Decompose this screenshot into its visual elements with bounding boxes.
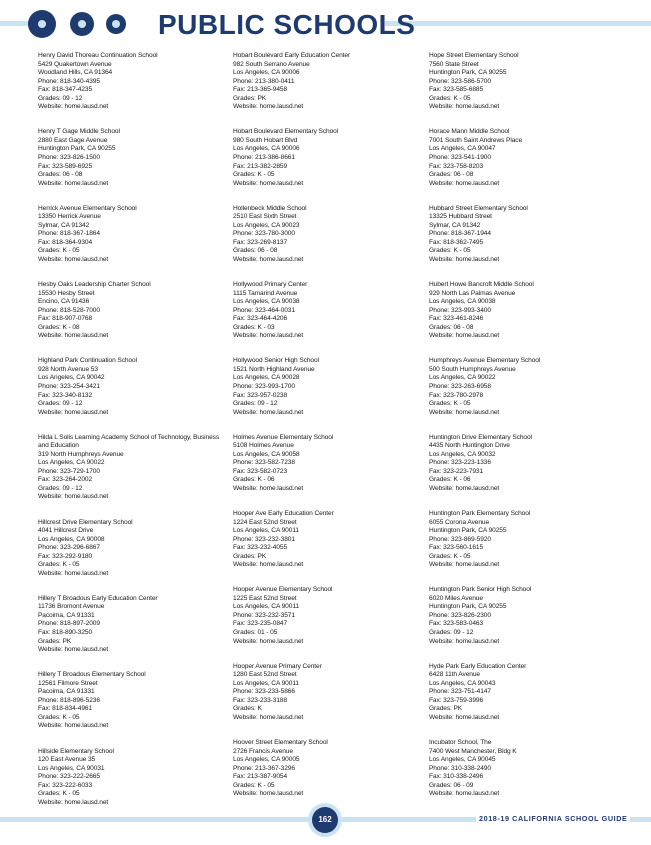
guide-title: 2018-19 CALIFORNIA SCHOOL GUIDE	[476, 814, 630, 823]
school-fax: Fax: 323-759-3996	[429, 696, 484, 704]
school-fax: Fax: 323-583-0463	[429, 620, 484, 628]
school-grades: Grades: K - 03	[233, 323, 275, 331]
school-name: Hillery T Broadous Early Education Center	[38, 594, 158, 602]
school-grades: Grades: K - 05	[38, 790, 80, 798]
school-fax: Fax: 323-292-9180	[38, 552, 93, 560]
school-address: 7001 South Saint Andrews Place	[429, 136, 523, 144]
school-grades: Grades: PK	[233, 94, 267, 102]
school-phone: Phone: 323-464-0031	[233, 306, 295, 314]
school-city: Los Angeles, CA 90031	[38, 764, 105, 772]
school-address: 1224 East 52nd Street	[233, 518, 297, 526]
school-fax: Fax: 323-560-1615	[429, 544, 484, 552]
school-address: 5429 Quakertown Avenue	[38, 60, 112, 68]
school-phone: Phone: 323-729-1700	[38, 467, 100, 475]
school-website: Website: home.lausd.net	[38, 493, 109, 501]
school-column-1	[38, 52, 228, 824]
school-entry	[429, 357, 619, 417]
school-city: Los Angeles, CA 90023	[233, 221, 300, 229]
school-website: Website: home.lausd.net	[233, 255, 304, 263]
school-fax: Fax: 323-235-0847	[233, 620, 288, 628]
school-fax: Fax: 323-232-4055	[233, 544, 288, 552]
school-phone: Phone: 323-232-3571	[233, 611, 295, 619]
school-website: Website: home.lausd.net	[429, 713, 500, 721]
school-website: Website: home.lausd.net	[429, 103, 500, 111]
school-entry	[38, 748, 228, 808]
header-dot-inner-3	[112, 20, 120, 28]
school-fax: Fax: 818-890-3250	[38, 629, 93, 637]
school-address: 6020 Miles Avenue	[429, 594, 483, 602]
school-website: Website: home.lausd.net	[429, 255, 500, 263]
school-city: Los Angeles, CA 90038	[233, 298, 300, 306]
school-phone: Phone: 323-586-5700	[429, 77, 491, 85]
page-footer	[0, 800, 651, 845]
school-fax: Fax: 310-338-2496	[429, 773, 484, 781]
school-website: Website: home.lausd.net	[233, 561, 304, 569]
school-website: Website: home.lausd.net	[38, 408, 109, 416]
school-website: Website: home.lausd.net	[233, 332, 304, 340]
school-grades: Grades: PK	[429, 705, 463, 713]
school-website: Website: home.lausd.net	[38, 332, 109, 340]
school-entry	[429, 663, 619, 723]
school-phone: Phone: 213-367-3296	[233, 764, 295, 772]
school-phone: Phone: 323-263-6958	[429, 382, 491, 390]
school-website: Website: home.lausd.net	[429, 332, 500, 340]
school-city: Los Angeles, CA 90022	[38, 459, 105, 467]
school-address: 1521 North Highland Avenue	[233, 365, 315, 373]
school-address: 2880 East Gage Avenue	[38, 136, 108, 144]
school-grades: Grades: K - 06	[429, 476, 471, 484]
school-entry	[233, 357, 423, 417]
school-name: Huntington Park Senior High School	[429, 586, 532, 594]
school-address: 6428 11th Avenue	[429, 671, 480, 679]
school-entry	[233, 434, 423, 494]
school-website: Website: home.lausd.net	[233, 484, 304, 492]
school-name: Hillside Elementary School	[38, 747, 114, 755]
school-city: Los Angeles, CA 90005	[233, 756, 300, 764]
school-name: Hobart Boulevard Early Education Center	[233, 52, 351, 59]
school-entry	[38, 281, 228, 341]
school-city: Los Angeles, CA 90058	[233, 450, 300, 458]
school-phone: Phone: 323-780-3000	[233, 230, 295, 238]
page-title: PUBLIC SCHOOLS	[158, 9, 416, 40]
school-entry	[233, 128, 423, 188]
school-entry	[429, 586, 619, 646]
school-city: Los Angeles, CA 90038	[429, 298, 496, 306]
school-city: Los Angeles, CA 90045	[429, 756, 496, 764]
school-address: 4435 North Huntington Drive	[429, 442, 510, 450]
school-website: Website: home.lausd.net	[429, 179, 500, 187]
school-fax: Fax: 323-780-2978	[429, 391, 484, 399]
school-entry	[38, 595, 228, 655]
school-fax: Fax: 323-223-7931	[429, 467, 484, 475]
school-grades: Grades: 09 - 12	[38, 484, 83, 492]
school-city: Los Angeles, CA 90011	[233, 603, 299, 611]
school-grades: Grades: K - 06	[233, 476, 275, 484]
school-website: Website: home.lausd.net	[429, 408, 500, 416]
school-fax: Fax: 323-589-6925	[38, 162, 93, 170]
school-phone: Phone: 818-528-7000	[38, 306, 100, 314]
header-dot-inner-2	[78, 20, 86, 28]
school-city: Los Angeles, CA 90028	[233, 374, 300, 382]
school-grades: Grades: 06 - 08	[233, 247, 278, 255]
school-entry	[233, 739, 423, 799]
school-name: Humphreys Avenue Elementary School	[429, 357, 541, 365]
school-phone: Phone: 323-993-1700	[233, 382, 295, 390]
school-phone: Phone: 818-367-1944	[429, 230, 491, 238]
school-address: 1225 East 52nd Street	[233, 594, 297, 602]
school-city: Los Angeles, CA 90022	[429, 374, 496, 382]
school-fax: Fax: 323-264-2002	[38, 476, 93, 484]
school-fax: Fax: 818-347-4235	[38, 86, 93, 94]
school-phone: Phone: 323-751-4147	[429, 688, 491, 696]
school-grades: Grades: 06 - 08	[38, 171, 83, 179]
school-grades: Grades: PK	[233, 552, 267, 560]
school-website: Website: home.lausd.net	[38, 179, 109, 187]
school-grades: Grades: K - 05	[429, 94, 471, 102]
school-name: Hillcrest Drive Elementary School	[38, 518, 133, 526]
school-city: Huntington Park, CA 90255	[429, 603, 507, 611]
school-city: Los Angeles, CA 90043	[429, 679, 496, 687]
school-phone: Phone: 818-340-4395	[38, 77, 100, 85]
school-name: Herrick Avenue Elementary School	[38, 204, 137, 212]
school-name: Holmes Avenue Elementary School	[233, 433, 334, 441]
school-website: Website: home.lausd.net	[38, 255, 109, 263]
school-column-3	[429, 52, 619, 815]
school-city: Los Angeles, CA 90042	[38, 374, 105, 382]
school-fax: Fax: 213-387-9054	[233, 773, 288, 781]
school-grades: Grades: 06 - 09	[429, 781, 474, 789]
school-fax: Fax: 818-364-9304	[38, 238, 93, 246]
school-grades: Grades: 09 - 12	[429, 629, 474, 637]
school-phone: Phone: 323-296-6867	[38, 544, 100, 552]
school-entry	[233, 205, 423, 265]
school-grades: Grades: K - 05	[38, 247, 80, 255]
school-phone: Phone: 323-232-3801	[233, 535, 295, 543]
school-fax: Fax: 323-464-4206	[233, 315, 288, 323]
school-city: Los Angeles, CA 90032	[429, 450, 496, 458]
school-phone: Phone: 310-338-2490	[429, 764, 491, 772]
school-entry	[429, 205, 619, 265]
school-phone: Phone: 323-223-1336	[429, 459, 491, 467]
school-entry	[429, 739, 619, 799]
school-phone: Phone: 213-386-8661	[233, 153, 295, 161]
school-city: Encino, CA 91436	[38, 298, 90, 306]
school-name: Hillery T Broadous Elementary School	[38, 671, 146, 679]
school-phone: Phone: 323-233-5866	[233, 688, 295, 696]
school-name: Hobart Boulevard Elementary School	[233, 128, 339, 136]
page-number-badge	[308, 803, 342, 837]
school-address: 120 East Avenue 35	[38, 756, 96, 764]
school-fax: Fax: 323-758-8203	[429, 162, 484, 170]
school-name: Horace Mann Middle School	[429, 128, 510, 136]
school-grades: Grades: K - 05	[429, 247, 471, 255]
school-website: Website: home.lausd.net	[233, 103, 304, 111]
school-entry	[233, 586, 423, 646]
school-entry	[233, 663, 423, 723]
school-entry	[38, 519, 228, 579]
school-address: 5108 Holmes Avenue	[233, 442, 294, 450]
school-city: Woodland Hills, CA 91364	[38, 69, 113, 77]
school-entry	[429, 281, 619, 341]
school-address: 7560 State Street	[429, 60, 479, 68]
school-address: 2510 East Sixth Street	[233, 213, 297, 221]
school-name: Hilda L Solis Learning Academy School of Technology, Business and Education	[38, 433, 220, 450]
school-name: Hesby Oaks Leadership Charter School	[38, 280, 151, 288]
school-grades: Grades: K - 05	[429, 552, 471, 560]
school-entry	[38, 434, 228, 502]
school-entry	[38, 205, 228, 265]
school-grades: Grades: K - 08	[38, 323, 80, 331]
header-rule-right	[385, 21, 651, 26]
school-fax: Fax: 213-365-9458	[233, 86, 288, 94]
school-phone: Phone: 323-541-1900	[429, 153, 491, 161]
school-phone: Phone: 818-897-2009	[38, 620, 100, 628]
school-grades: Grades: K - 05	[233, 781, 275, 789]
page-header	[0, 0, 651, 48]
school-website: Website: home.lausd.net	[38, 798, 109, 806]
school-name: Huntington Park Elementary School	[429, 509, 531, 517]
school-name: Incubator School, The	[429, 738, 492, 746]
school-name: Hubert Howe Bancroft Middle School	[429, 280, 534, 288]
school-grades: Grades: 09 - 12	[233, 400, 278, 408]
school-address: 928 North Avenue 53	[38, 365, 98, 373]
school-column-2	[233, 52, 423, 815]
school-website: Website: home.lausd.net	[429, 637, 500, 645]
school-phone: Phone: 323-826-2300	[429, 611, 491, 619]
school-fax: Fax: 323-222-6033	[38, 781, 93, 789]
school-entry	[38, 52, 228, 112]
school-grades: Grades: K - 05	[429, 400, 471, 408]
school-entry	[233, 52, 423, 112]
school-website: Website: home.lausd.net	[429, 561, 500, 569]
school-address: 13350 Herrick Avenue	[38, 213, 101, 221]
school-address: 13325 Hubbard Street	[429, 213, 492, 221]
school-grades: Grades: K - 05	[38, 561, 80, 569]
school-city: Huntington Park, CA 90255	[38, 145, 116, 153]
school-phone: Phone: 323-826-1500	[38, 153, 100, 161]
school-website: Website: home.lausd.net	[38, 103, 109, 111]
school-address: 11736 Bromont Avenue	[38, 603, 105, 611]
school-name: Hollenbeck Middle School	[233, 204, 307, 212]
school-entry	[429, 434, 619, 494]
school-address: 500 South Humphreys Avenue	[429, 365, 516, 373]
school-address: 7400 West Manchester, Bldg K	[429, 747, 517, 755]
school-fax: Fax: 323-269-8137	[233, 238, 288, 246]
school-city: Huntington Park, CA 90255	[429, 527, 507, 535]
school-fax: Fax: 213-382-2859	[233, 162, 288, 170]
school-city: Los Angeles, CA 90008	[38, 535, 105, 543]
school-name: Hubbard Street Elementary School	[429, 204, 528, 212]
school-city: Sylmar, CA 91342	[429, 221, 481, 229]
school-entry	[38, 357, 228, 417]
school-fax: Fax: 323-233-3188	[233, 696, 288, 704]
school-city: Los Angeles, CA 90006	[233, 69, 300, 77]
school-website: Website: home.lausd.net	[233, 179, 304, 187]
school-entry	[233, 281, 423, 341]
school-address: 319 North Humphreys Avenue	[38, 450, 124, 458]
school-entry	[38, 671, 228, 731]
school-phone: Phone: 323-582-7238	[233, 459, 295, 467]
school-phone: Phone: 323-222-2665	[38, 773, 100, 781]
school-fax: Fax: 818-362-7495	[429, 238, 484, 246]
school-fax: Fax: 818-907-0768	[38, 315, 93, 323]
school-address: 1115 Tamarind Avenue	[233, 289, 298, 297]
school-fax: Fax: 323-957-0238	[233, 391, 288, 399]
school-grades: Grades: 06 - 08	[429, 171, 474, 179]
school-name: Hyde Park Early Education Center	[429, 662, 527, 670]
school-grades: Grades: K - 05	[233, 171, 275, 179]
school-name: Hollywood Primary Center	[233, 280, 308, 288]
school-phone: Phone: 323-254-3421	[38, 382, 100, 390]
school-address: 12561 Filmore Street	[38, 679, 98, 687]
header-dot-inner-1	[38, 20, 46, 28]
school-website: Website: home.lausd.net	[429, 790, 500, 798]
school-website: Website: home.lausd.net	[38, 646, 109, 654]
school-name: Huntington Drive Elementary School	[429, 433, 532, 441]
school-grades: Grades: 06 - 08	[429, 323, 474, 331]
school-city: Pacoima, CA 91331	[38, 688, 95, 696]
school-city: Huntington Park, CA 90255	[429, 69, 507, 77]
school-fax: Fax: 323-582-0723	[233, 467, 288, 475]
school-fax: Fax: 323-585-6885	[429, 86, 484, 94]
school-entry	[233, 510, 423, 570]
school-city: Los Angeles, CA 90011	[233, 679, 299, 687]
school-address: 2726 Francis Avenue	[233, 747, 293, 755]
school-phone: Phone: 323-993-3400	[429, 306, 491, 314]
school-name: Hooper Avenue Elementary School	[233, 586, 333, 594]
school-fax: Fax: 818-834-4961	[38, 705, 93, 713]
school-name: Hooper Avenue Primary Center	[233, 662, 322, 670]
school-name: Hollywood Senior High School	[233, 357, 319, 365]
school-address: 4041 Hillcrest Drive	[38, 527, 94, 535]
school-website: Website: home.lausd.net	[233, 713, 304, 721]
school-website: Website: home.lausd.net	[38, 722, 109, 730]
school-name: Hope Street Elementary School	[429, 52, 519, 59]
school-city: Sylmar, CA 91342	[38, 221, 90, 229]
school-website: Website: home.lausd.net	[233, 408, 304, 416]
school-grades: Grades: PK	[38, 637, 72, 645]
school-entry	[429, 52, 619, 112]
school-entry	[429, 510, 619, 570]
school-website: Website: home.lausd.net	[429, 484, 500, 492]
school-city: Los Angeles, CA 90047	[429, 145, 496, 153]
school-grades: Grades: K	[233, 705, 262, 713]
school-name: Hooper Ave Early Education Center	[233, 509, 334, 517]
school-fax: Fax: 323-461-8246	[429, 315, 484, 323]
school-name: Hoover Street Elementary School	[233, 738, 328, 746]
school-city: Pacoima, CA 91331	[38, 611, 95, 619]
school-address: 1280 East 52nd Street	[233, 671, 297, 679]
school-address: 929 North Las Palmas Avenue	[429, 289, 516, 297]
school-address: 6055 Corona Avenue	[429, 518, 490, 526]
school-entry	[38, 128, 228, 188]
school-grades: Grades: K - 05	[38, 713, 80, 721]
school-city: Los Angeles, CA 90011	[233, 527, 299, 535]
school-website: Website: home.lausd.net	[38, 569, 109, 577]
school-grades: Grades: 09 - 12	[38, 94, 83, 102]
footer-rule-left	[0, 817, 310, 822]
school-name: Henry T Gage Middle School	[38, 128, 120, 136]
school-name: Henry David Thoreau Continuation School	[38, 52, 158, 59]
school-phone: Phone: 818-367-1864	[38, 230, 100, 238]
school-city: Los Angeles, CA 90006	[233, 145, 300, 153]
school-grades: Grades: 01 - 05	[233, 629, 278, 637]
school-address: 15530 Hesby Street	[38, 289, 95, 297]
school-website: Website: home.lausd.net	[233, 637, 304, 645]
school-website: Website: home.lausd.net	[233, 790, 304, 798]
school-grades: Grades: 09 - 12	[38, 400, 83, 408]
school-phone: Phone: 213-380-0411	[233, 77, 295, 85]
school-address: 980 South Hobart Blvd	[233, 136, 298, 144]
school-name: Highland Park Continuation School	[38, 357, 137, 365]
school-phone: Phone: 323-869-5920	[429, 535, 491, 543]
school-fax: Fax: 323-340-8132	[38, 391, 93, 399]
school-address: 982 South Serrano Avenue	[233, 60, 310, 68]
school-entry	[429, 128, 619, 188]
page-number: 162	[312, 807, 338, 833]
school-phone: Phone: 818-896-5236	[38, 696, 100, 704]
